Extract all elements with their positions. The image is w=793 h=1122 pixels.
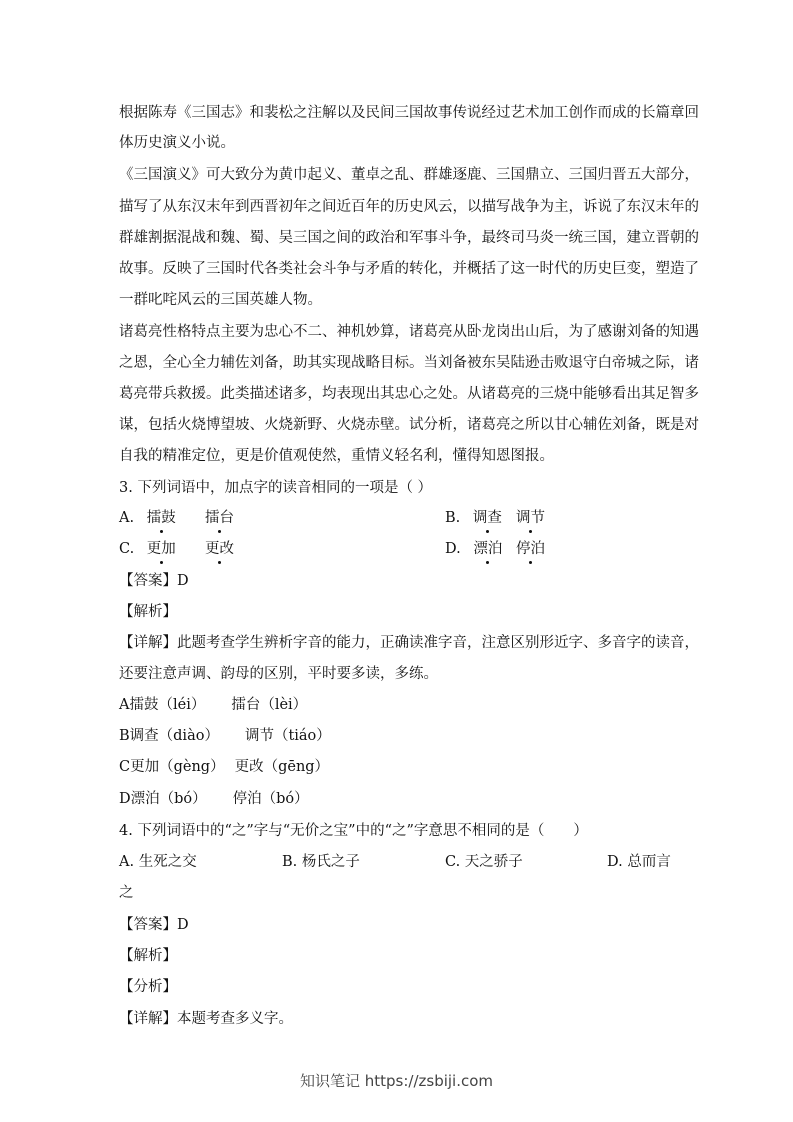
option-b bbox=[445, 508, 502, 528]
pinyin-item: 停泊（bó） bbox=[232, 791, 309, 807]
option-label: C. bbox=[119, 541, 135, 557]
pinyin-item: 调节（tiáo） bbox=[244, 728, 331, 744]
fenxi-label: 【分析】 bbox=[119, 979, 177, 995]
pinyin-item: B调查（diào） bbox=[119, 728, 219, 744]
option-a bbox=[119, 508, 176, 528]
option-word bbox=[205, 539, 234, 559]
text-line: 一群叱咤风云的三国英雄人物。 bbox=[119, 292, 322, 308]
pinyin-item: C更加（gèng） bbox=[119, 759, 225, 775]
question-stem: 3. 下列词语中，加点字的读音相同的一项是（ ） bbox=[119, 480, 433, 496]
option-word-text: 停泊 bbox=[516, 541, 545, 557]
option-word: 调查 bbox=[472, 510, 502, 526]
answer-label: 【答案】D bbox=[119, 917, 189, 933]
option-word: 漂泊 bbox=[473, 541, 503, 557]
pinyin-row-d bbox=[119, 789, 309, 809]
option-word: 擂鼓 bbox=[146, 510, 176, 526]
text-line: 谋，包括火烧博望坡、火烧新野、火烧赤壁。试分析，诸葛亮之所以甘心辅佐刘备，既是对 bbox=[119, 417, 699, 433]
text-line: 自我的精准定位，更是价值观使然，重情义轻名利，懂得知恩图报。 bbox=[119, 448, 554, 464]
option-c bbox=[119, 539, 176, 559]
text-line: 根据陈寿《三国志》和裴松之注解以及民间三国故事传说经过艺术加工创作而成的长篇章回 bbox=[119, 105, 699, 121]
pinyin-row-a bbox=[119, 695, 307, 715]
pinyin-row-b bbox=[119, 726, 331, 746]
option-d-continued: 之 bbox=[119, 885, 134, 901]
text-line: 诸葛亮性格特点主要为忠心不二、神机妙算，诸葛亮从卧龙岗出山后，为了感谢刘备的知遇 bbox=[119, 324, 699, 340]
option-c: C. 天之骄子 bbox=[445, 854, 523, 870]
option-label: A. bbox=[119, 510, 135, 526]
analysis-label: 【解析】 bbox=[119, 604, 177, 620]
text-line: 体历史演义小说。 bbox=[119, 135, 235, 151]
pinyin-item: D漂泊（bó） bbox=[119, 791, 207, 807]
detail-text: 【详解】此题考查学生辨析字音的能力，正确读准字音，注意区别形近字、多音字的读音， bbox=[119, 635, 699, 651]
option-word-text: 擂台 bbox=[205, 510, 234, 526]
pinyin-item: 更改（gēng） bbox=[234, 759, 330, 775]
text-line: 群雄割据混战和魏、蜀、吴三国之间的政治和军事斗争，最终司马炎一统三国，建立晋朝的 bbox=[119, 230, 699, 246]
detail-text: 还要注意声调、韵母的区别，平时要多读，多练。 bbox=[119, 666, 438, 682]
detail-text: 【详解】本题考查多义字。 bbox=[119, 1011, 293, 1027]
text-line: 葛亮带兵救援。此类描述诸多，均表现出其忠心之处。从诸葛亮的三烧中能够看出其足智多 bbox=[119, 386, 699, 402]
option-b: B. 杨氏之子 bbox=[282, 854, 360, 870]
option-word-text: 更改 bbox=[205, 541, 234, 557]
footer-watermark: 知识笔记 https://zsbiji.com bbox=[299, 1072, 494, 1090]
option-a: A. 生死之交 bbox=[119, 854, 197, 870]
pinyin-item: 擂台（lèi） bbox=[231, 697, 308, 713]
option-d: D. 总而言 bbox=[607, 854, 671, 870]
answer-label: 【答案】D bbox=[119, 573, 189, 589]
text-line: 故事。反映了三国时代各类社会斗争与矛盾的转化，并概括了这一时代的历史巨变，塑造了 bbox=[119, 261, 699, 277]
text-line: 描写了从东汉末年到西晋初年之间近百年的历史风云，以描写战争为主，诉说了东汉末年的 bbox=[119, 199, 699, 215]
question-stem: 4. 下列词语中的“之”字与“无价之宝”中的“之”字意思不相同的是（ ） bbox=[119, 823, 588, 839]
option-label: B. bbox=[445, 510, 461, 526]
option-word bbox=[516, 508, 545, 528]
analysis-label: 【解析】 bbox=[119, 948, 177, 964]
text-line: 《三国演义》可大致分为黄巾起义、董卓之乱、群雄逐鹿、三国鼎立、三国归晋五大部分， bbox=[119, 167, 699, 183]
option-label: D. bbox=[445, 541, 461, 557]
text-line: 之恩，全心全力辅佐刘备，助其实现战略目标。当刘备被东吴陆逊击败退守白帝城之际，诸 bbox=[119, 355, 699, 371]
pinyin-row-c bbox=[119, 757, 329, 777]
option-word bbox=[205, 508, 234, 528]
pinyin-item: A擂鼓（léi） bbox=[119, 697, 206, 713]
option-word: 更加 bbox=[146, 541, 176, 557]
option-d bbox=[445, 539, 502, 559]
option-word bbox=[516, 539, 545, 559]
option-word-text: 调节 bbox=[516, 510, 545, 526]
